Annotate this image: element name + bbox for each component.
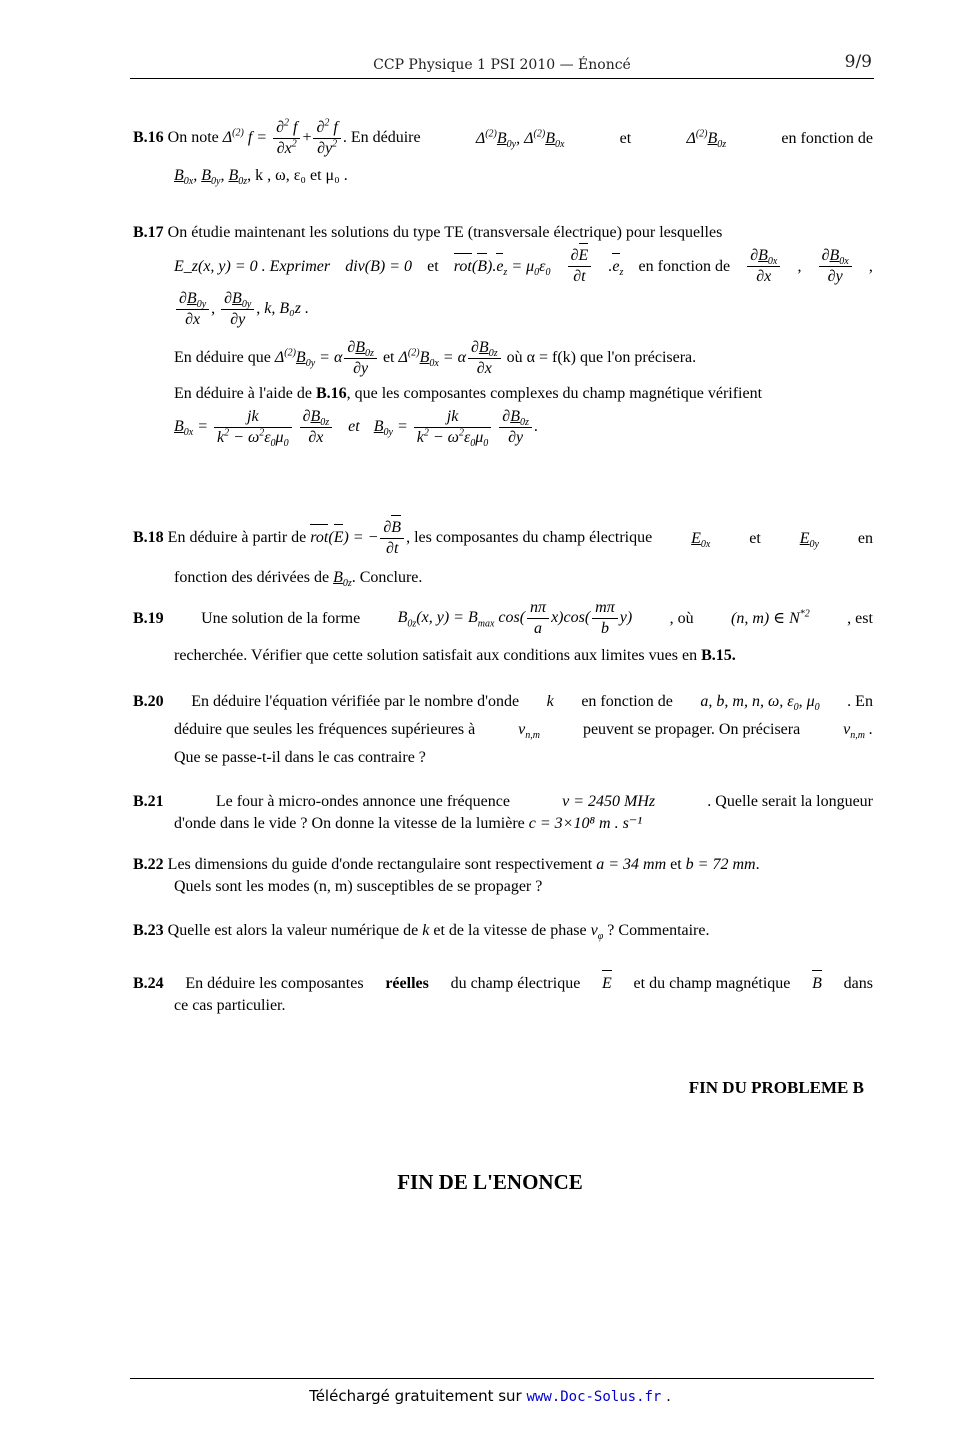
- question-text: , où: [669, 609, 694, 627]
- question-label: B.24: [133, 975, 164, 992]
- question-text: en fonction de: [781, 129, 873, 147]
- question-b21: [133, 791, 873, 835]
- question-b20: B.20 En déduire l'équation vérifiée par le nombre d'onde k en fonction de a, b, m, n, ω, $\varepsilon_0$, $\mu_0$ . En déduire que seules les fréquences supérieures à $\nu_{n,m}$ peuvent se propager. On précisera $\nu_{n,m}$ . Que se passe-t-il dans le cas contraire ?: [133, 693, 873, 766]
- question-b17: B.17 On étudie maintenant les solutions du type TE (transversale électrique) pour lesquelles E_z(x, y) = 0 . Exprimer div(B) = 0 et $rot(B).e_z = \mu_0\varepsilon_0$ $\frac{\partial E}{\partial t}$ $.e_z$ en fonction de $\frac{\partial B_{0x}}{\partial x}$ , $\frac{\partial B_{0x}}{\partial y}$ , $\frac{\partial B_{0y}}{\partial x}$ , $\frac{\partial B_{0y}}{\partial y}$ , k, B₀z . En déduire que $\Delta^{(2)}B_{0y} = \alpha$ $\frac{\partial B_{0z}}{\partial y}$ et $\Delta^{(2)}B_{0x} = \alpha$ $\frac{\partial B_{0z}}{\partial x}$ où α = f(k) que l'on précisera. En déduire à l'aide de B.16, que les composantes complexes du champ magnétique vérifient $B_{0x}$ = $\frac{jk}{k^2 - \omega^2\varepsilon_0\mu_0}$ $\frac{\partial B_{0z}}{\partial x}$ et $B_{0y}$ = $\frac{jk}{k^2 - \omega^2\varepsilon_0\mu_0}$ $\frac{\partial B_{0z}}{\partial y}$ .: [133, 224, 873, 450]
- question-text: déduire que seules les fréquences supérieures à: [174, 721, 476, 738]
- question-text: Le four à micro-ondes annonce une fréquence: [215, 793, 510, 810]
- question-b19: B.19 Une solution de la forme $B_{0z}(x$, $y) = B_{max}$ cos( $\frac{n\pi}{a}$ x)cos( $\frac{m\pi}{b}$ y) , où (n, m) ∈ $N^{*2}$ , est recherchée. Vérifier que cette solution satisfait aux conditions aux limites vues en B.15.: [133, 599, 873, 664]
- question-text: . Quelle serait la longueur: [707, 793, 873, 810]
- question-label: B.17: [133, 224, 164, 241]
- question-text: En déduire à l'aide de: [174, 385, 312, 402]
- page-footer: [0, 1387, 980, 1405]
- question-text: Que se passe-t-il dans le cas contraire ?: [174, 749, 426, 766]
- question-text: div(B) = 0: [345, 257, 412, 275]
- question-text: , est: [847, 609, 873, 627]
- question-reference: B.16: [315, 385, 347, 402]
- question-label: B.22: [133, 856, 164, 873]
- question-b18: B.18 En déduire à partir de rot(E) = − $\frac{\partial B}{\partial t}$ , les composantes du champ électrique $E_{0x}$ et $E_{0y}$ en fonction des dérivées de $B_{0z}$. Conclure.: [133, 519, 873, 590]
- question-text: En déduire que: [174, 349, 271, 367]
- question-text: Les dimensions du guide d'onde rectangulaire sont respectivement: [167, 856, 593, 873]
- question-text: et: [670, 856, 682, 873]
- question-label: B.20: [133, 693, 164, 710]
- question-text: En déduire à partir de: [167, 529, 307, 547]
- question-reference: B.15.: [701, 647, 736, 664]
- question-text: en fonction de: [638, 257, 731, 275]
- question-emphasis: réelles: [385, 975, 429, 992]
- question-text: c = 3×10⁸ m . s⁻¹: [528, 815, 643, 832]
- question-text: et: [348, 418, 360, 436]
- question-text: peuvent se propager. On précisera: [582, 721, 801, 738]
- question-text: ? Commentaire.: [607, 922, 710, 939]
- question-text: . Conclure.: [351, 569, 423, 586]
- question-label: B.23: [133, 922, 164, 939]
- question-label: B.18: [133, 529, 164, 547]
- question-text: b = 72 mm: [685, 856, 756, 873]
- question-text: , que les composantes complexes du champ magnétique vérifient: [346, 385, 763, 402]
- question-label: B.19: [133, 609, 164, 627]
- question-text: . En: [847, 693, 873, 710]
- question-text: et de la vitesse de phase: [433, 922, 587, 939]
- question-text: En déduire l'équation vérifiée par le nombre d'onde: [191, 693, 520, 710]
- question-text: E_z(x, y) = 0 . Exprimer: [174, 257, 331, 275]
- question-text: fonction des dérivées de: [174, 569, 330, 586]
- question-text: en: [857, 529, 873, 547]
- question-label: B.21: [133, 793, 164, 810]
- footer-divider: [130, 1378, 874, 1379]
- question-text: où α = f(k) que l'on précisera.: [506, 349, 697, 367]
- end-of-problem: FIN DU PROBLEME B: [688, 1078, 864, 1097]
- question-text: , les composantes du champ électrique: [406, 529, 653, 547]
- question-text: ce cas particulier.: [174, 997, 286, 1014]
- question-b23: B.23 Quelle est alors la valeur numérique de k et de la vitesse de phase $v_\varphi$ ? Commentaire.: [133, 922, 710, 943]
- question-b22: B.22 Les dimensions du guide d'onde rectangulaire sont respectivement a = 34 mm et b = 72 mm. Quels sont les modes (n, m) susceptibles de se propager ?: [133, 856, 760, 895]
- question-text: et du champ magnétique: [633, 975, 791, 992]
- footer-link[interactable]: www.Doc-Solus.fr: [526, 1389, 662, 1405]
- question-text: dans: [843, 975, 873, 992]
- question-text: recherchée. Vérifier que cette solution satisfait aux conditions aux limites vues en: [174, 647, 698, 664]
- question-text: On étudie maintenant les solutions du type TE (transversale électrique) pour lesquelles: [167, 224, 723, 241]
- question-text: en fonction de: [581, 693, 673, 710]
- question-text: . En déduire: [342, 129, 421, 147]
- question-text: k, B₀z .: [264, 300, 309, 318]
- question-text: et: [427, 257, 439, 275]
- question-text: et: [619, 129, 632, 147]
- header-title: CCP Physique 1 PSI 2010 — Énoncé: [373, 57, 631, 73]
- question-b16: B.16 On note $\Delta^{(2)}$ f = $\frac{\partial^2 f}{\partial x^2}$ + $\frac{\partial^2 f}{\partial y^2}$ . En déduire $\Delta^{(2)}B_{0y}$, $\Delta^{(2)}B_{0x}$ et $\Delta^{(2)}B_{0z}$ en fonction de $B_{0x}$, $B_{0y}$, $B_{0z}$, k , ω, ε₀ et μ₀ .: [133, 117, 873, 188]
- question-text: ν = 2450 MHz: [562, 793, 656, 810]
- question-text: et: [382, 349, 395, 367]
- question-text: Une solution de la forme: [201, 609, 361, 627]
- question-label: B.16: [133, 129, 164, 147]
- question-text: On note: [167, 129, 219, 147]
- question-text: d'onde dans le vide ? On donne la vitesse de la lumière: [174, 815, 525, 832]
- question-text: du champ électrique: [450, 975, 581, 992]
- question-text: Quels sont les modes (n, m) susceptibles de se propager ?: [174, 878, 543, 895]
- question-text: , k , ω, ε₀ et μ₀ .: [247, 167, 348, 184]
- page-header: [130, 50, 874, 79]
- page-number: 9/9: [844, 52, 872, 72]
- footer-text: Téléchargé gratuitement sur: [309, 1387, 522, 1405]
- question-text: Quelle est alors la valeur numérique de: [167, 922, 419, 939]
- footer-suffix: .: [666, 1387, 671, 1405]
- end-of-statement: FIN DE L'ENONCE: [397, 1170, 583, 1194]
- question-text: et: [749, 529, 761, 547]
- question-text: a = 34 mm: [596, 856, 667, 873]
- question-b24: B.24 En déduire les composantes réelles du champ électrique E et du champ magnétique B dans ce cas particulier.: [133, 975, 873, 1014]
- question-text: En déduire les composantes: [185, 975, 364, 992]
